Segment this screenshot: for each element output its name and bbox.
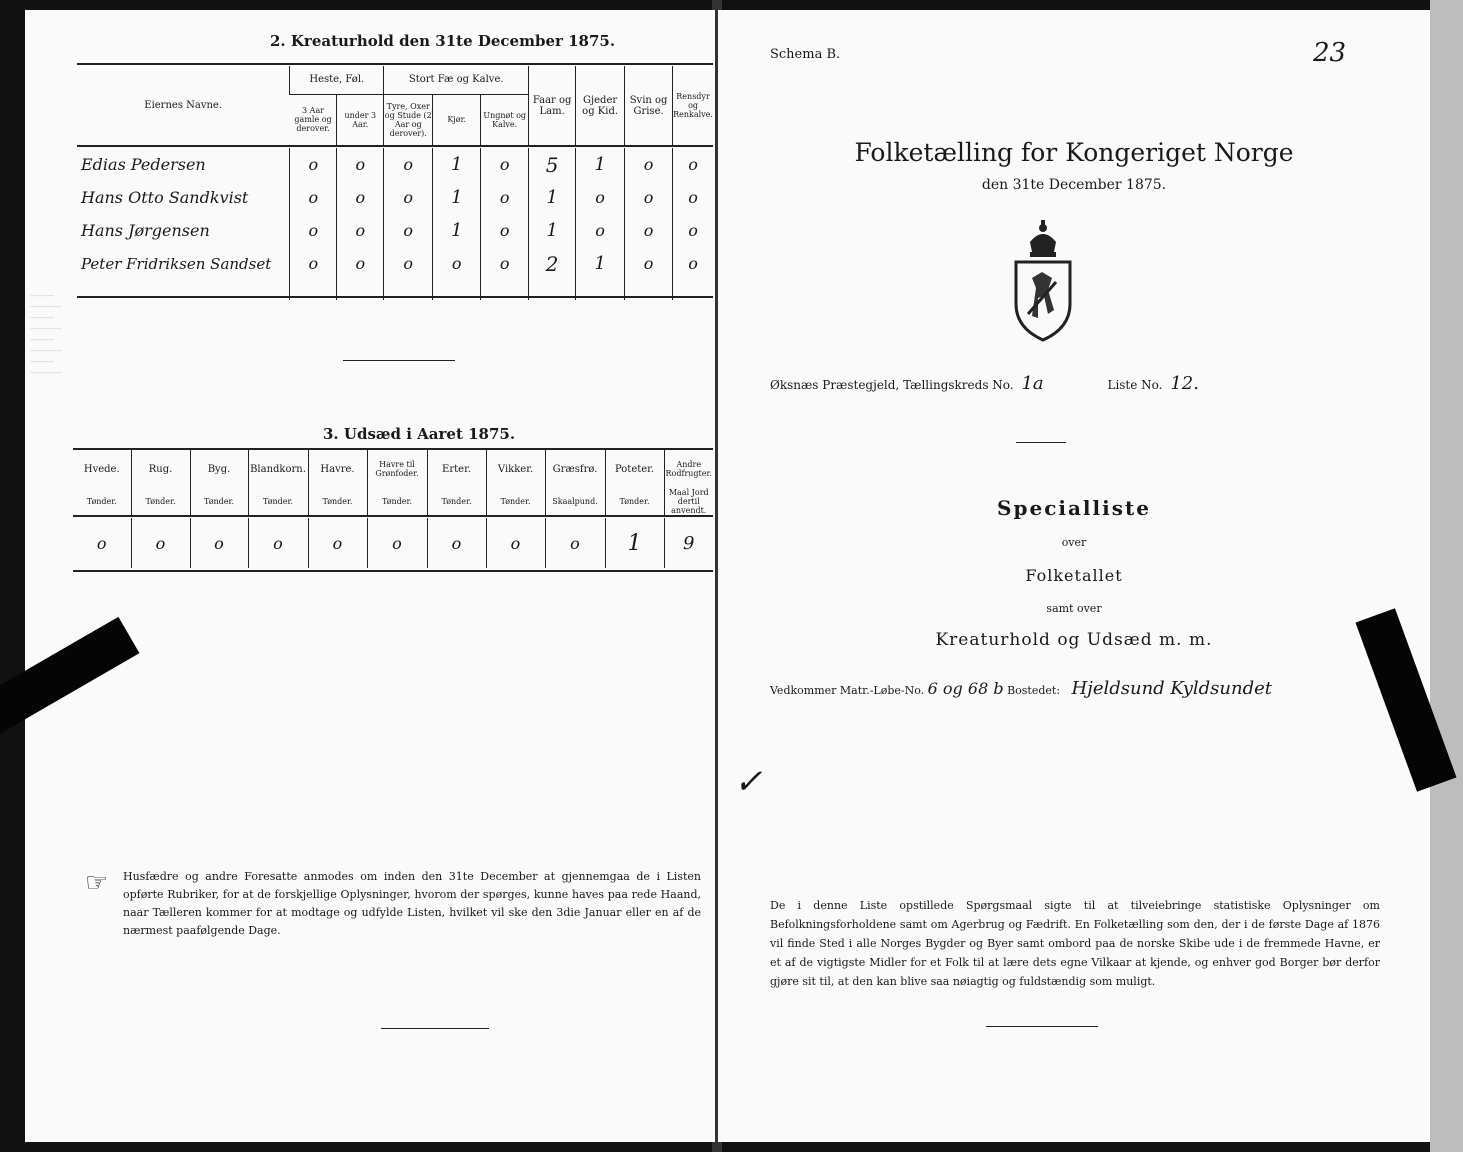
specialliste-heading: Specialliste bbox=[997, 496, 1151, 520]
livestock-value: o bbox=[481, 148, 529, 181]
crop-unit: Maal Jord dertil anvendt. bbox=[664, 488, 713, 516]
crop-header: Byg. bbox=[190, 450, 248, 488]
livestock-value: o bbox=[576, 181, 625, 214]
parish-label: Øksnæs Præstegjeld, bbox=[770, 378, 900, 392]
table-top-rule bbox=[77, 63, 713, 65]
crop-unit: Tønder. bbox=[190, 488, 248, 516]
livestock-value: o bbox=[290, 181, 337, 214]
crop-header: Havre til Grønfoder. bbox=[367, 450, 427, 488]
livestock-value: o bbox=[481, 247, 529, 280]
owner-name: Edias Pedersen bbox=[81, 155, 206, 174]
table-row bbox=[77, 181, 713, 214]
livestock-value: o bbox=[625, 181, 673, 214]
crop-unit: Tønder. bbox=[367, 488, 427, 516]
folketallet-text: Folketallet bbox=[1025, 566, 1123, 585]
livestock-value: 1 bbox=[433, 214, 481, 247]
crop-header: Andre Rodfrugter. bbox=[664, 450, 713, 488]
crop-unit: Tønder. bbox=[131, 488, 190, 516]
crop-unit: Tønder. bbox=[486, 488, 545, 516]
table-row bbox=[77, 247, 713, 280]
crop-value: o bbox=[96, 533, 107, 553]
table-row bbox=[77, 214, 713, 247]
crop-table bbox=[73, 450, 713, 568]
section-2-title: 2. Kreaturhold den 31te December 1875. bbox=[270, 32, 616, 50]
header-cattle-young: Ungnøt og Kalve. bbox=[481, 94, 529, 146]
livestock-value: o bbox=[290, 247, 337, 280]
kreaturhold-text: Kreaturhold og Udsæd m. m. bbox=[935, 630, 1213, 650]
header-pigs: Svin og Grise. bbox=[625, 66, 673, 146]
header-cattle-cows: Kjør. bbox=[433, 94, 481, 146]
crop-header: Blandkorn. bbox=[248, 450, 308, 488]
livestock-value: 1 bbox=[433, 148, 481, 181]
bosted-value: Hjeldsund Kyldsundet bbox=[1071, 678, 1272, 699]
list-value: 12. bbox=[1170, 373, 1199, 394]
check-mark: ✓ bbox=[734, 762, 763, 802]
livestock-value: o bbox=[673, 214, 713, 247]
crop-table-bottom-rule bbox=[73, 570, 713, 572]
livestock-value: o bbox=[290, 148, 337, 181]
livestock-value: o bbox=[625, 247, 673, 280]
table-bottom-rule bbox=[77, 296, 713, 298]
crop-value: o bbox=[545, 518, 605, 568]
livestock-value: o bbox=[337, 247, 384, 280]
crop-value: o bbox=[131, 518, 190, 568]
crop-value: o bbox=[248, 518, 308, 568]
crop-header: Poteter. bbox=[605, 450, 664, 488]
document-title: Folketælling for Kongeriget Norge bbox=[854, 138, 1294, 167]
owner-name: Peter Fridriksen Sandset bbox=[81, 254, 272, 273]
crop-header: Græsfrø. bbox=[545, 450, 605, 488]
location-line bbox=[770, 373, 1199, 394]
livestock-value: o bbox=[384, 214, 433, 247]
header-horses-young: under 3 Aar. bbox=[337, 94, 384, 146]
livestock-value: o bbox=[337, 214, 384, 247]
livestock-value: 1 bbox=[576, 148, 625, 181]
crop-unit: Skaalpund. bbox=[545, 488, 605, 516]
notice-text: Husfædre og andre Foresatte anmodes om inden den 31te December at gjennemgaa de i Listen opførte Rubriker, for at de forskjellige Oplysninger, hvorom der spørges, kunne haves paa rede Haand, naar Tælleren kommer for at modtage og udfylde Listen, hvilket vil ske den 3die Januar eller en af de nærmest paafølgende Dage. bbox=[123, 870, 701, 937]
crop-header: Hvede. bbox=[83, 463, 120, 475]
livestock-value: 1 bbox=[576, 247, 625, 280]
crop-value: o bbox=[427, 518, 486, 568]
livestock-value: o bbox=[384, 181, 433, 214]
crop-header: Rug. bbox=[131, 450, 190, 488]
footer-text: De i denne Liste opstillede Spørgsmaal sigte til at tilveiebringe statistiske Oplysninger om Befolkningsforholdene samt om Agerbrug og Fædrift. En Folketælling som den, der i de første Dage af 1876 vil finde Sted i alle Norges Bygder og Byer samt ombord paa de norske Skibe ude i de fremmede Havne, er et af de vigtigste Midler for et Folk til at lære dets egne Vilkaar at kjende, og enhver god Borger bør derfor gjøre sit til, at den kan blive saa nøiagtig og fuldstændig som muligt. bbox=[770, 899, 1380, 988]
livestock-value: 1 bbox=[433, 181, 481, 214]
livestock-value: o bbox=[625, 214, 673, 247]
crop-value: o bbox=[486, 518, 545, 568]
livestock-value: o bbox=[384, 247, 433, 280]
crop-value: 1 bbox=[605, 518, 664, 568]
crop-unit: Tønder. bbox=[427, 488, 486, 516]
crop-unit: Tønder. bbox=[248, 488, 308, 516]
divider bbox=[343, 360, 455, 361]
header-horses-old: 3 Aar gamle og derover. bbox=[294, 106, 332, 134]
livestock-value: o bbox=[337, 148, 384, 181]
right-page bbox=[718, 10, 1430, 1142]
crop-unit: Tønder. bbox=[605, 488, 664, 516]
matr-line bbox=[770, 678, 1272, 699]
table-row bbox=[73, 518, 713, 568]
livestock-table bbox=[77, 66, 713, 300]
table-row bbox=[77, 148, 713, 181]
list-label: Liste No. bbox=[1107, 378, 1163, 392]
crop-value: 9 bbox=[664, 518, 713, 568]
header-horses: Heste, Føl. bbox=[290, 66, 384, 94]
page-number: 23 bbox=[1313, 38, 1347, 68]
matr-label: Vedkommer Matr.-Løbe-No. bbox=[770, 684, 925, 697]
header-cattle-bulls: Tyre, Oxer og Stude (2 Aar og derover). bbox=[384, 94, 433, 146]
livestock-value: o bbox=[384, 148, 433, 181]
livestock-value: o bbox=[433, 247, 481, 280]
header-reindeer: Rensdyr og Renkalve. bbox=[673, 66, 713, 146]
bosted-label: Bostedet: bbox=[1007, 684, 1061, 697]
livestock-value: 1 bbox=[529, 181, 576, 214]
header-owner: Eiernes Navne. bbox=[144, 100, 223, 111]
crop-header: Vikker. bbox=[486, 450, 545, 488]
book-edge bbox=[1430, 0, 1463, 1152]
owner-name: Hans Jørgensen bbox=[81, 221, 210, 240]
crop-unit: Tønder. bbox=[86, 497, 117, 506]
coat-of-arms-icon bbox=[1008, 218, 1078, 346]
livestock-value: 2 bbox=[529, 247, 576, 280]
matr-value: 6 og 68 b bbox=[927, 679, 1004, 698]
livestock-value: o bbox=[673, 247, 713, 280]
livestock-value: o bbox=[481, 214, 529, 247]
livestock-value: o bbox=[625, 148, 673, 181]
crop-value: o bbox=[308, 518, 367, 568]
bleed-through-text: ——— ———— ——— ———— ——— ———— ——— ———— bbox=[30, 291, 62, 377]
divider bbox=[381, 1028, 489, 1029]
divider bbox=[1016, 442, 1066, 443]
owner-name: Hans Otto Sandkvist bbox=[81, 188, 249, 207]
livestock-value: o bbox=[337, 181, 384, 214]
section-3-title: 3. Udsæd i Aaret 1875. bbox=[323, 425, 516, 443]
document-date: den 31te December 1875. bbox=[981, 177, 1167, 193]
livestock-value: 1 bbox=[529, 214, 576, 247]
crop-header: Havre. bbox=[308, 450, 367, 488]
district-value: 1a bbox=[1021, 373, 1044, 394]
district-label: Tællingskreds No. bbox=[903, 378, 1014, 392]
livestock-value: o bbox=[290, 214, 337, 247]
livestock-value: o bbox=[673, 148, 713, 181]
crop-value: o bbox=[190, 518, 248, 568]
schema-label: Schema B. bbox=[770, 47, 841, 62]
header-sheep: Faar og Lam. bbox=[529, 66, 576, 146]
crop-unit: Tønder. bbox=[308, 488, 367, 516]
livestock-value: o bbox=[576, 214, 625, 247]
header-cattle: Stort Fæ og Kalve. bbox=[384, 66, 529, 94]
pointing-hand-icon: ☞ bbox=[85, 868, 109, 898]
left-page bbox=[25, 10, 715, 1142]
livestock-value: o bbox=[673, 181, 713, 214]
livestock-value: o bbox=[481, 181, 529, 214]
header-goats: Gjeder og Kid. bbox=[576, 66, 625, 146]
crop-value: o bbox=[367, 518, 427, 568]
crop-header: Erter. bbox=[427, 450, 486, 488]
over-text: over bbox=[1061, 536, 1087, 549]
livestock-value: 5 bbox=[529, 148, 576, 181]
divider bbox=[986, 1026, 1098, 1027]
samt-over-text: samt over bbox=[1046, 602, 1102, 615]
